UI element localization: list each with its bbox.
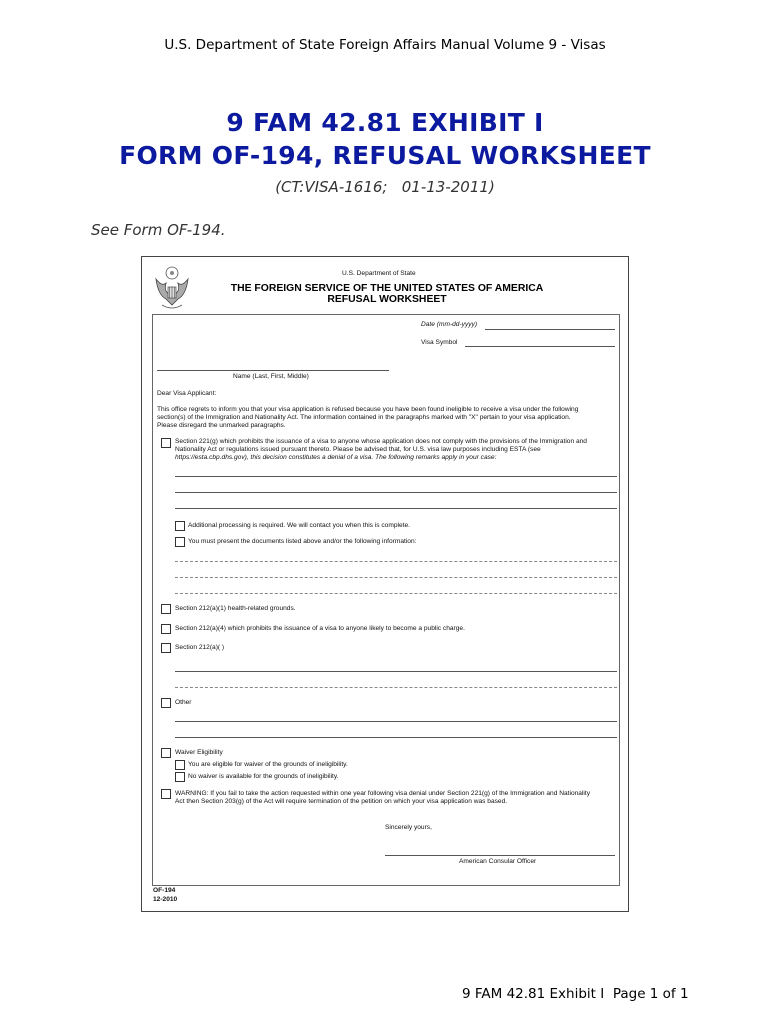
remarks-line[interactable] (175, 476, 617, 477)
s221g-line-3: https://esta.cbp.dhs.gov), this decision constitutes a denial of a visa. The following remarks apply in your case: (175, 454, 497, 461)
s212a-blank-text: Section 212(a)( ) (175, 644, 225, 651)
remarks-line[interactable] (175, 508, 617, 509)
s212a1-text: Section 212(a)(1) health-related grounds. (175, 605, 296, 612)
intro-line-2: section(s) of the Immigration and Nationality Act. The information contained in the paragraphs marked with "X" pertain to your visa application. (157, 414, 571, 421)
great-seal-icon (152, 265, 192, 311)
date-label: Date (mm-dd-yyyy) (421, 321, 478, 328)
s221g-line-2: Nationality Act or regulations issued pursuant thereto. Please be advised that, for U.S. visa law purposes including ESTA (see (175, 446, 541, 453)
other-text: Other (175, 699, 192, 706)
other-line[interactable] (175, 737, 617, 738)
warning-line-1: WARNING: If you fail to take the action requested within one year following visa denial under Section 221(g) of the Immigration and Nationality (175, 790, 591, 797)
other-line[interactable] (175, 721, 617, 722)
documents-line[interactable] (175, 577, 617, 578)
form-dept: U.S. Department of State (342, 270, 416, 277)
s221g-line-1: Section 221(g) which prohibits the issuance of a visa to anyone whose application does not comply with the provisions of the Immigration and (175, 438, 587, 445)
checkbox-present-documents[interactable] (175, 537, 185, 547)
checkbox-212a4[interactable] (161, 624, 171, 634)
form-subheading: REFUSAL WORKSHEET (327, 294, 447, 305)
intro-text: See Form OF-194. (91, 221, 226, 239)
form-date: 12-2010 (153, 896, 178, 903)
visa-symbol-field[interactable] (465, 346, 615, 347)
waiver-text: Waiver Eligibility (175, 749, 223, 756)
salutation: Dear Visa Applicant: (157, 390, 217, 397)
warning-line-2: Act then Section 203(g) of the Act will require termination of the petition on which your visa application was based. (175, 798, 508, 805)
change-transmittal: (CT:VISA-1616; 01-13-2011) (275, 178, 495, 196)
checkbox-212a-other[interactable] (161, 643, 171, 653)
visa-symbol-label: Visa Symbol (421, 339, 458, 346)
form-heading: THE FOREIGN SERVICE OF THE UNITED STATES OF AMERICA (230, 283, 544, 294)
name-field[interactable] (157, 370, 389, 371)
checkbox-warning[interactable] (161, 789, 171, 799)
date-field[interactable] (485, 329, 615, 330)
form-of-194-image (141, 256, 629, 912)
form-number: OF-194 (153, 887, 176, 894)
checkbox-other[interactable] (161, 698, 171, 708)
checkbox-waiver[interactable] (161, 748, 171, 758)
waiver-yes-text: You are eligible for waiver of the grounds of ineligibility. (188, 761, 348, 768)
officer-signature-line[interactable] (385, 855, 615, 856)
intro-line-3: Please disregard the unmarked paragraphs. (157, 422, 286, 429)
present-documents-text: You must present the documents listed above and/or the following information: (188, 538, 417, 545)
form-body (152, 314, 620, 886)
remarks-line[interactable] (175, 492, 617, 493)
waiver-no-text: No waiver is available for the grounds of ineligibility. (188, 773, 339, 780)
closing-text: Sincerely yours, (385, 824, 432, 831)
intro-line-1: This office regrets to inform you that your visa application is refused because you have been found ineligible to receive a visa under the following (157, 406, 579, 413)
documents-line[interactable] (175, 561, 617, 562)
additional-processing-text: Additional processing is required. We will contact you when this is complete. (188, 522, 410, 529)
checkbox-waiver-yes[interactable] (175, 760, 185, 770)
exhibit-title: 9 FAM 42.81 EXHIBIT I (226, 108, 544, 137)
running-header: U.S. Department of State Foreign Affairs Manual Volume 9 - Visas (164, 37, 606, 53)
checkbox-212a1[interactable] (161, 604, 171, 614)
checkbox-additional-processing[interactable] (175, 521, 185, 531)
checkbox-221g[interactable] (161, 438, 171, 448)
form-title: FORM OF-194, REFUSAL WORKSHEET (119, 141, 651, 170)
documents-line[interactable] (175, 593, 617, 594)
section-line[interactable] (175, 671, 617, 672)
name-label: Name (Last, First, Middle) (233, 373, 309, 380)
officer-label: American Consular Officer (459, 858, 537, 865)
s212a4-text: Section 212(a)(4) which prohibits the issuance of a visa to anyone likely to become a public charge. (175, 625, 465, 632)
section-line[interactable] (175, 687, 617, 688)
checkbox-waiver-no[interactable] (175, 772, 185, 782)
page-footer: 9 FAM 42.81 Exhibit I Page 1 of 1 (462, 986, 689, 1002)
